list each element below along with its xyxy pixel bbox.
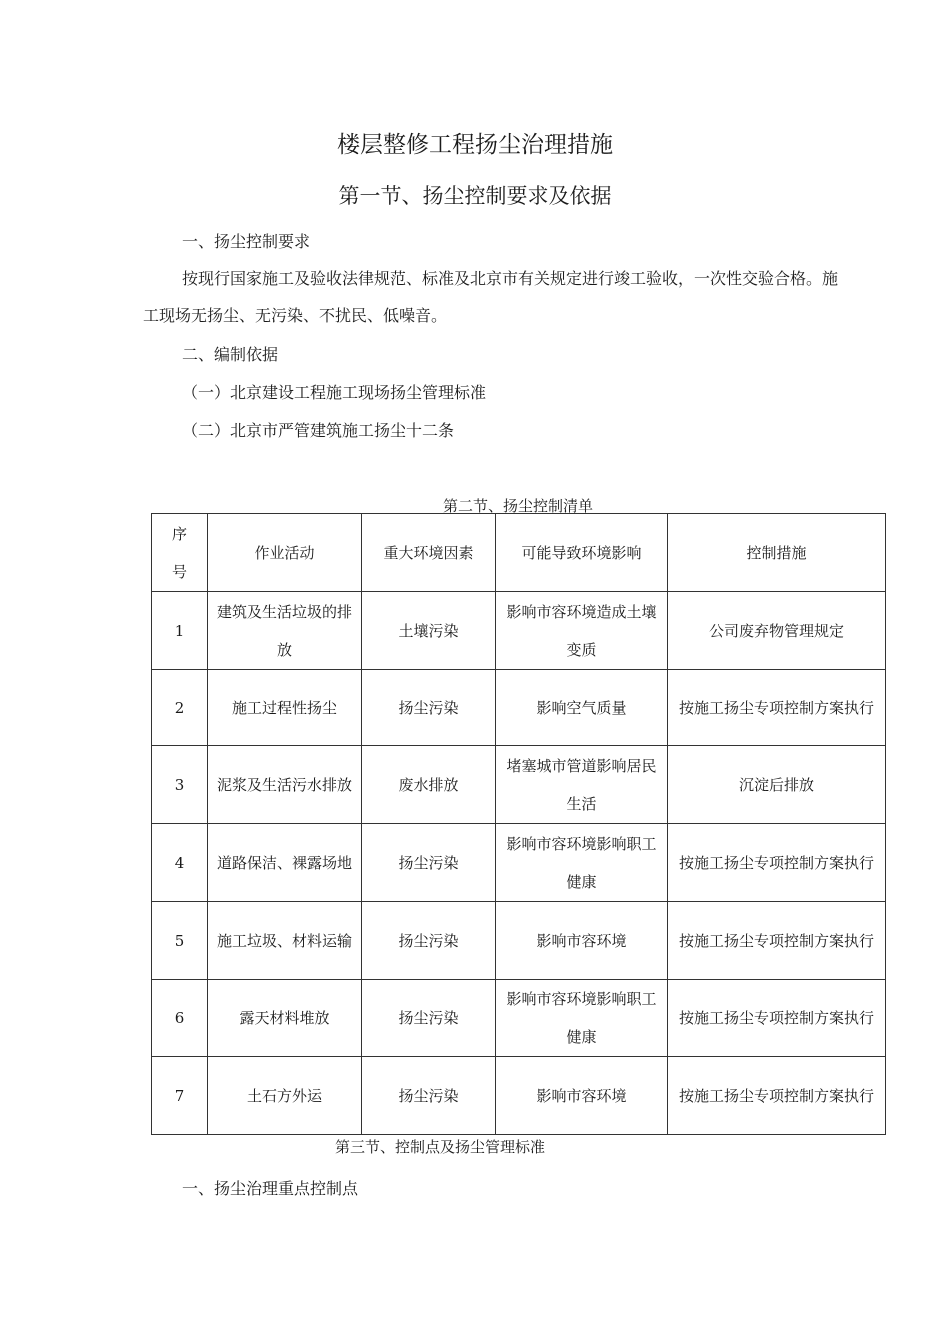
header-measure: 控制措施 (668, 514, 886, 592)
row-factor: 扬尘污染 (362, 1057, 496, 1135)
row-impact: 影响市容环境影响职工健康 (496, 980, 668, 1057)
requirements-heading: 一、扬尘控制要求 (182, 232, 311, 251)
document-title: 楼层整修工程扬尘治理措施 (337, 132, 613, 158)
header-factor: 重大环境因素 (362, 514, 496, 592)
row-activity: 建筑及生活垃圾的排放 (208, 592, 362, 670)
row-measure: 按施工扬尘专项控制方案执行 (668, 670, 886, 746)
row-activity: 土石方外运 (208, 1057, 362, 1135)
row-number: 6 (152, 980, 208, 1057)
row-activity: 施工垃圾、材料运输 (208, 902, 362, 980)
row-measure: 按施工扬尘专项控制方案执行 (668, 824, 886, 902)
row-measure: 按施工扬尘专项控制方案执行 (668, 980, 886, 1057)
basis-item-1: （一）北京建设工程施工现场扬尘管理标准 (182, 383, 487, 402)
requirements-paragraph-line-2: 工现场无扬尘、无污染、不扰民、低噪音。 (143, 306, 448, 325)
row-impact: 堵塞城市管道影响居民生活 (496, 746, 668, 824)
row-factor: 扬尘污染 (362, 824, 496, 902)
row-impact: 影响空气质量 (496, 670, 668, 746)
table-row (152, 592, 886, 670)
row-number: 5 (152, 902, 208, 980)
section-3-title: 第三节、控制点及扬尘管理标准 (334, 1138, 545, 1156)
table-row (152, 902, 886, 980)
section-1-title: 第一节、扬尘控制要求及依据 (338, 184, 612, 208)
row-impact: 影响市容环境 (496, 902, 668, 980)
row-number: 7 (152, 1057, 208, 1135)
control-points-heading: 一、扬尘治理重点控制点 (182, 1179, 359, 1198)
row-factor: 扬尘污染 (362, 670, 496, 746)
row-factor: 扬尘污染 (362, 980, 496, 1057)
row-activity: 施工过程性扬尘 (208, 670, 362, 746)
header-no: 序号 (152, 514, 208, 592)
row-factor: 废水排放 (362, 746, 496, 824)
row-factor: 扬尘污染 (362, 902, 496, 980)
row-activity: 露天材料堆放 (208, 980, 362, 1057)
table-row (152, 824, 886, 902)
basis-heading: 二、编制依据 (182, 345, 279, 364)
dust-control-table (151, 513, 886, 1135)
header-activity: 作业活动 (208, 514, 362, 592)
table-row (152, 980, 886, 1057)
row-number: 2 (152, 670, 208, 746)
header-impact: 可能导致环境影响 (496, 514, 668, 592)
row-number: 1 (152, 592, 208, 670)
basis-item-2: （二）北京市严管建筑施工扬尘十二条 (182, 421, 455, 440)
table-row (152, 670, 886, 746)
row-activity: 道路保洁、裸露场地 (208, 824, 362, 902)
table-header-row (152, 514, 886, 592)
row-factor: 土壤污染 (362, 592, 496, 670)
row-impact: 影响市容环境造成土壤变质 (496, 592, 668, 670)
requirements-paragraph-line-1: 按现行国家施工及验收法律规范、标准及北京市有关规定进行竣工验收，一次性交验合格。施 (182, 269, 839, 288)
row-number: 4 (152, 824, 208, 902)
row-measure: 公司废弃物管理规定 (668, 592, 886, 670)
row-impact: 影响市容环境 (496, 1057, 668, 1135)
section-2-title: 第二节、扬尘控制清单 (442, 497, 593, 515)
row-measure: 按施工扬尘专项控制方案执行 (668, 1057, 886, 1135)
row-number: 3 (152, 746, 208, 824)
table-row (152, 1057, 886, 1135)
table-row (152, 746, 886, 824)
row-measure: 沉淀后排放 (668, 746, 886, 824)
row-measure: 按施工扬尘专项控制方案执行 (668, 902, 886, 980)
row-activity: 泥浆及生活污水排放 (208, 746, 362, 824)
row-impact: 影响市容环境影响职工健康 (496, 824, 668, 902)
